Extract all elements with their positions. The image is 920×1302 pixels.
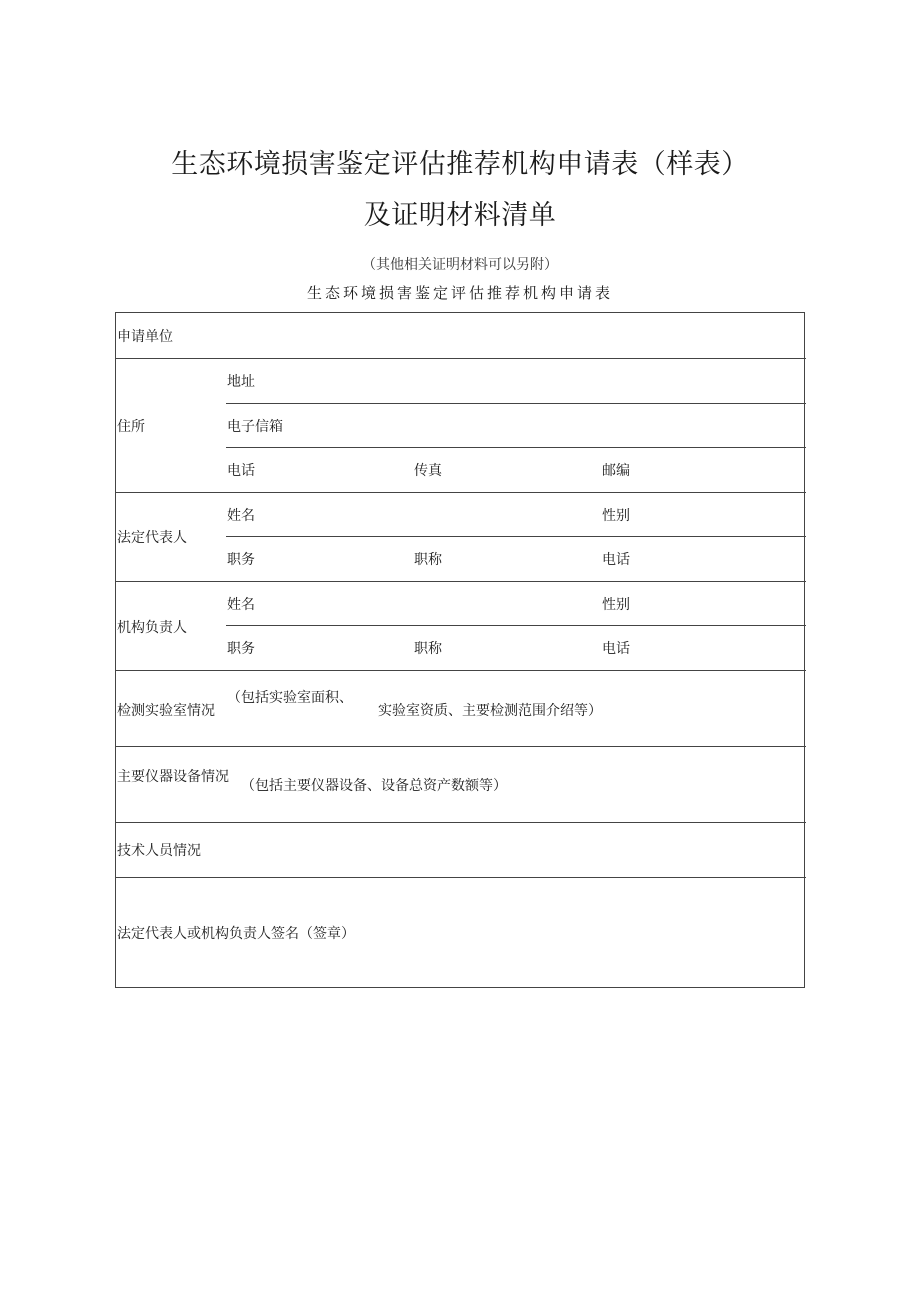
instruments-hint: （包括主要仪器设备、设备总资产数额等） [241, 778, 507, 794]
head-title-label: 职称 [414, 641, 442, 657]
head-phone-label: 电话 [602, 641, 630, 657]
instruments-label: 主要仪器设备情况 [117, 769, 229, 785]
legal-rep-duty-label: 职务 [227, 552, 255, 568]
head-label: 机构负责人 [117, 620, 187, 636]
subrow-divider [226, 625, 806, 626]
row-divider [116, 670, 806, 671]
lab-hint-part2: 实验室资质、主要检测范围介绍等） [378, 703, 602, 719]
form-title: 生态环境损害鉴定评估推荐机构申请表 [306, 284, 613, 302]
legal-rep-label: 法定代表人 [117, 530, 187, 546]
fax-label: 传真 [414, 463, 442, 479]
residence-label: 住所 [117, 419, 145, 435]
email-label: 电子信箱 [227, 419, 283, 435]
applicant-label: 申请单位 [117, 329, 173, 345]
head-name-label: 姓名 [227, 597, 255, 613]
row-divider [116, 746, 806, 747]
row-divider [116, 877, 806, 878]
staff-label: 技术人员情况 [117, 843, 201, 859]
attachment-note: （其他相关证明材料可以另附） [362, 257, 558, 273]
legal-rep-name-label: 姓名 [227, 508, 255, 524]
row-divider [116, 822, 806, 823]
subrow-divider [226, 403, 806, 404]
row-divider [116, 581, 806, 582]
application-form-table [115, 312, 805, 988]
document-title-line1: 生态环境损害鉴定评估推荐机构申请表（样表） [171, 149, 749, 180]
postcode-label: 邮编 [602, 463, 630, 479]
lab-hint-part1: （包括实验室面积、 [227, 690, 353, 706]
address-label: 地址 [227, 374, 255, 390]
subrow-divider [226, 536, 806, 537]
signature-label: 法定代表人或机构负责人签名（签章） [117, 926, 355, 942]
row-divider [116, 492, 806, 493]
residence-phone-label: 电话 [227, 463, 255, 479]
lab-label: 检测实验室情况 [117, 703, 215, 719]
legal-rep-phone-label: 电话 [602, 552, 630, 568]
row-divider [116, 358, 806, 359]
head-duty-label: 职务 [227, 641, 255, 657]
legal-rep-gender-label: 性别 [602, 508, 630, 524]
document-title-line2: 及证明材料清单 [363, 200, 557, 231]
legal-rep-title-label: 职称 [414, 552, 442, 568]
head-gender-label: 性别 [602, 597, 630, 613]
subrow-divider [226, 447, 806, 448]
